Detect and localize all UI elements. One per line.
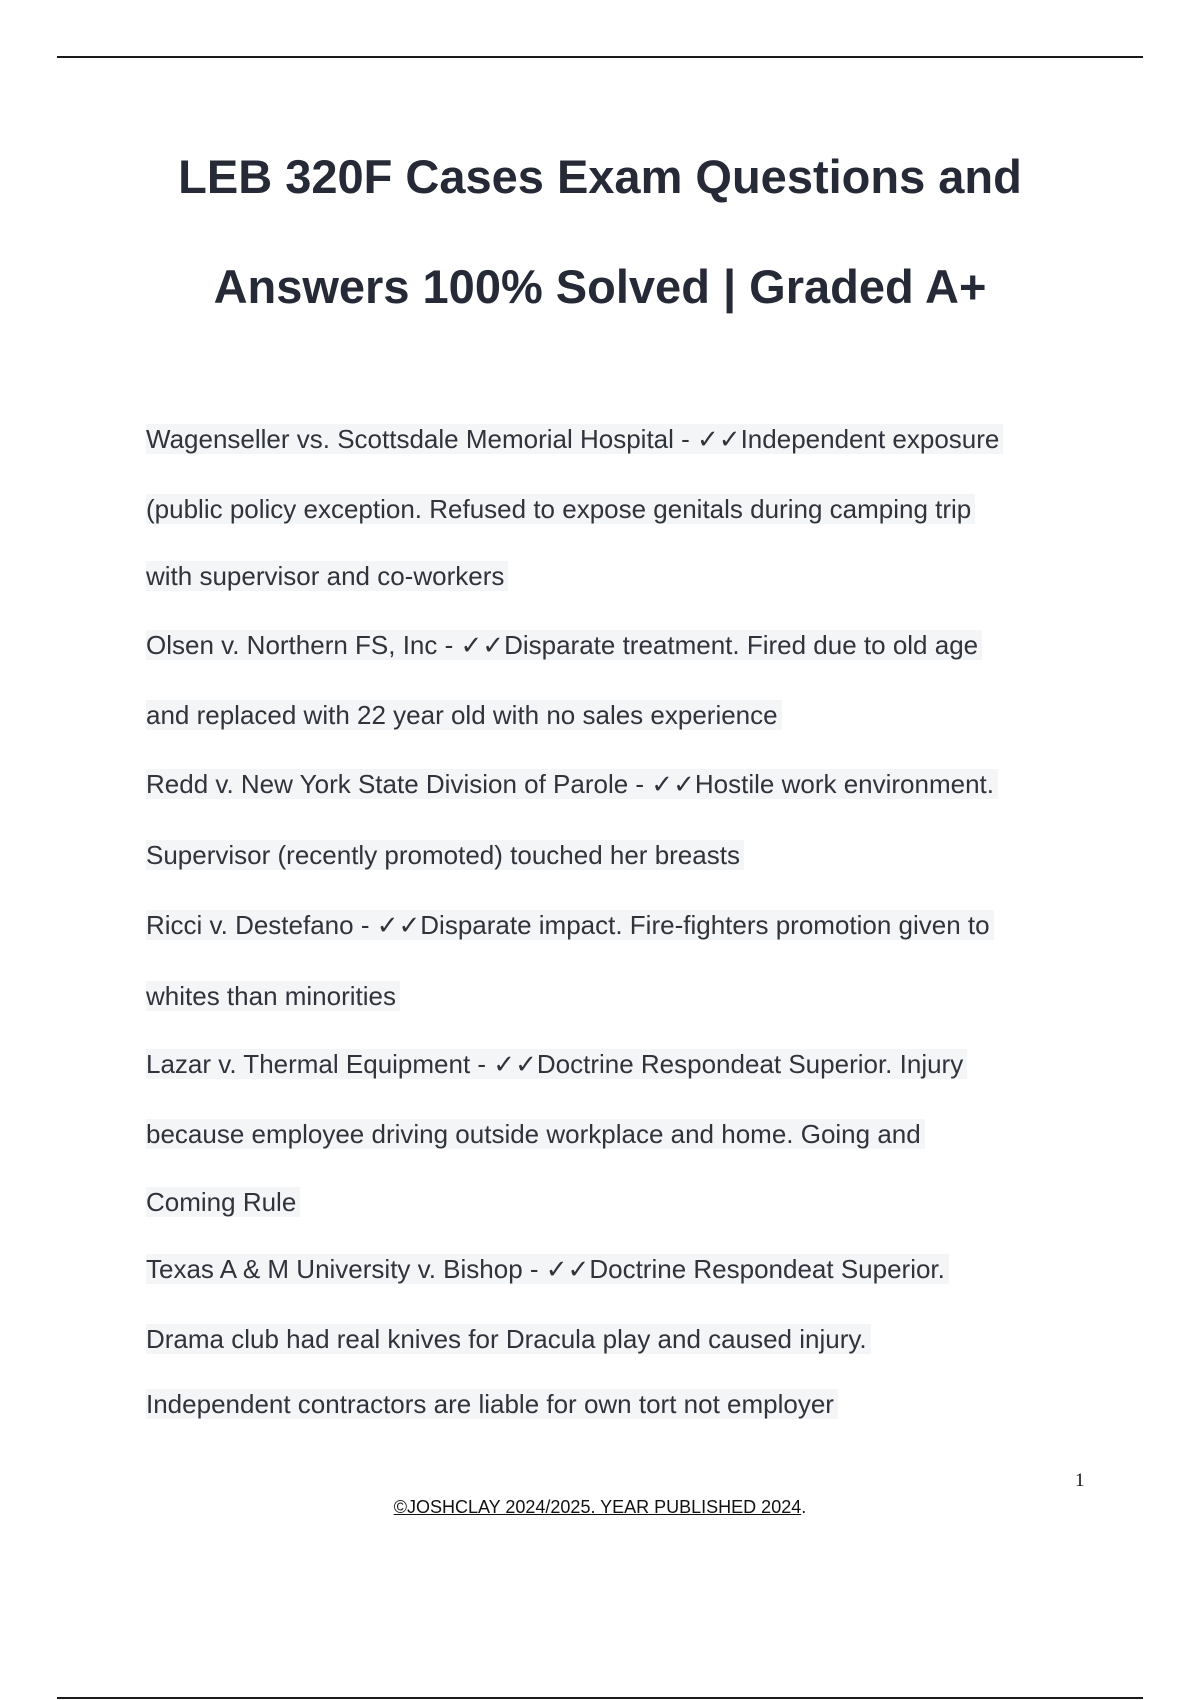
body-line: Ricci v. Destefano - ✓✓Disparate impact. Fire-fighters promotion given to — [146, 906, 994, 944]
body-line: Lazar v. Thermal Equipment - ✓✓Doctrine Respondeat Superior. Injury — [146, 1045, 967, 1083]
body-line: Coming Rule — [146, 1183, 300, 1221]
title-line-1: LEB 320F Cases Exam Questions and — [178, 150, 1022, 203]
body-line: Drama club had real knives for Dracula play and caused injury. — [146, 1320, 871, 1358]
body-line: and replaced with 22 year old with no sales experience — [146, 696, 782, 734]
body-line: (public policy exception. Refused to expose genitals during camping trip — [146, 490, 975, 528]
body-line: Texas A & M University v. Bishop - ✓✓Doctrine Respondeat Superior. — [146, 1250, 949, 1288]
document-title — [0, 122, 1200, 342]
body-line: Wagenseller vs. Scottsdale Memorial Hospital - ✓✓Independent exposure — [146, 420, 1003, 458]
body-line: Independent contractors are liable for own tort not employer — [146, 1385, 838, 1423]
copyright-text: ©JOSHCLAY 2024/2025. YEAR PUBLISHED 2024 — [393, 1497, 802, 1517]
title-line-2: Answers 100% Solved | Graded A+ — [213, 260, 987, 313]
page-number: 1 — [1075, 1470, 1085, 1491]
top-rule — [57, 56, 1143, 58]
copyright-footer — [0, 1497, 1200, 1518]
body-line: Olsen v. Northern FS, Inc - ✓✓Disparate treatment. Fired due to old age — [146, 626, 982, 664]
body-line: because employee driving outside workplace and home. Going and — [146, 1115, 925, 1153]
body-line: with supervisor and co-workers — [146, 557, 508, 595]
copyright-trailing: . — [801, 1497, 807, 1517]
body-line: Redd v. New York State Division of Parole - ✓✓Hostile work environment. — [146, 765, 998, 803]
bottom-rule — [57, 1697, 1143, 1699]
body-line: Supervisor (recently promoted) touched her breasts — [146, 836, 744, 874]
body-line: whites than minorities — [146, 977, 400, 1015]
